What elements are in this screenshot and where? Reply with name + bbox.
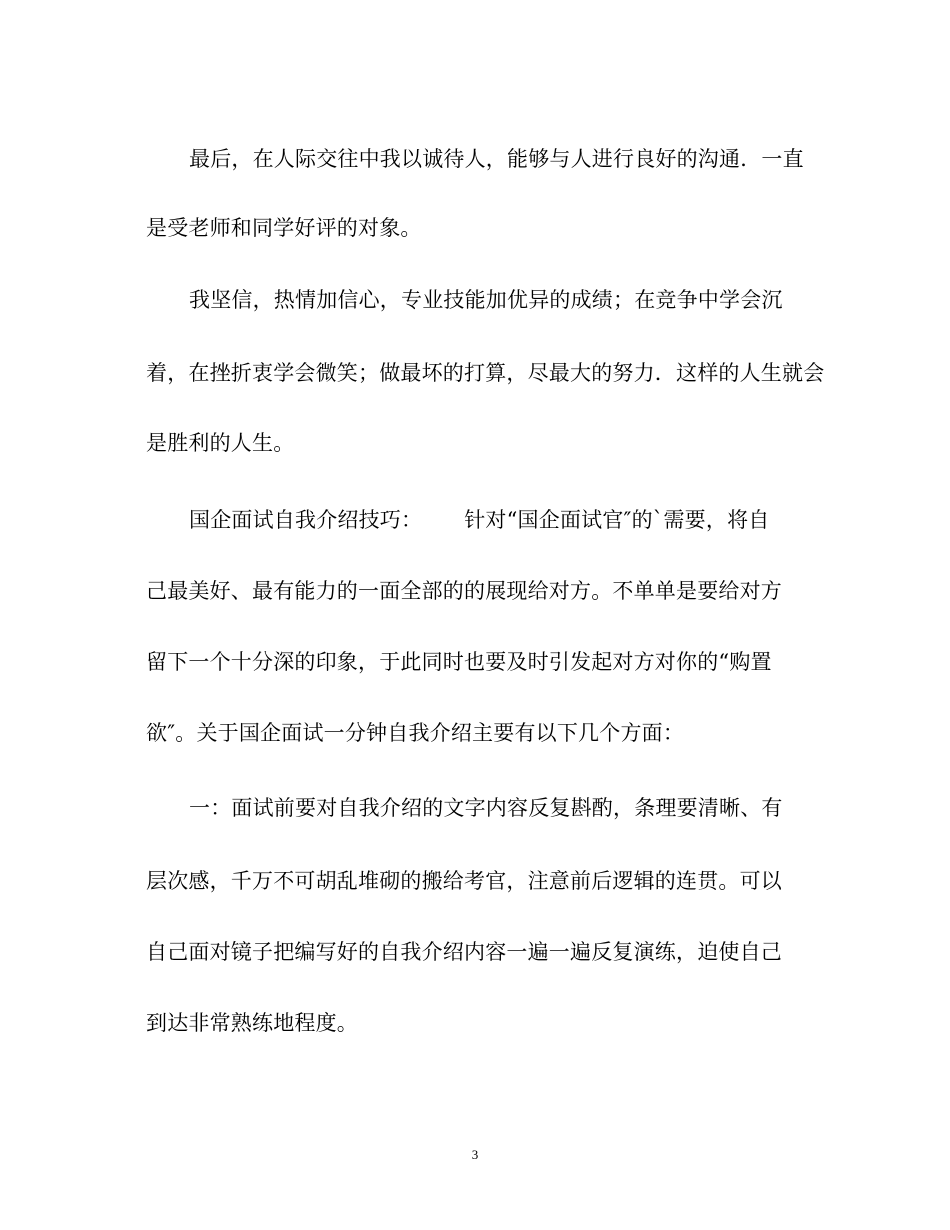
paragraph-3-line-1: [189, 505, 849, 535]
paragraph-1-line-1: 最后，在人际交往中我以诚待人，能够与人进行良好的沟通．一直: [189, 147, 804, 171]
paragraph-2-line-2: 着，在挫折衷学会微笑；做最坏的打算，尽最大的努力．这样的人生就会: [146, 361, 825, 385]
paragraph-4-line-1: 一：面试前要对自我介绍的文字内容反复斟酌，条理要清晰、有: [189, 796, 783, 820]
paragraph-2-line-1: 我坚信，热情加信心，专业技能加优异的成绩；在竞争中学会沉: [189, 288, 783, 312]
paragraph-3-line-4: 欲″。关于国企面试一分钟自我介绍主要有以下几个方面：: [146, 721, 685, 745]
paragraph-3-line-2: 己最美好、最有能力的一面全部的的展现给对方。不单单是要给对方: [146, 579, 782, 603]
page-number: 3: [471, 1147, 479, 1162]
paragraph-3-line-3: 留下一个十分深的印象，于此同时也要及时引发起对方对你的“购置: [146, 650, 772, 674]
paragraph-4-line-3: 自己面对镜子把编写好的自我介绍内容一遍一遍反复演练，迫使自己: [146, 940, 782, 964]
paragraph-3-line-1-continuation: 针对“国企面试官″的`需要，将自: [464, 508, 770, 532]
paragraph-4-line-4: 到达非常熟练地程度。: [146, 1011, 358, 1035]
paragraph-4-line-2: 层次感，千万不可胡乱堆砌的搬给考官，注意前后逻辑的连贯。可以: [146, 869, 782, 893]
paragraph-3-heading: 国企面试自我介绍技巧：: [189, 508, 423, 532]
paragraph-1-line-2: 是受老师和同学好评的对象。: [146, 216, 422, 240]
paragraph-2-line-3: 是胜利的人生。: [146, 431, 295, 455]
